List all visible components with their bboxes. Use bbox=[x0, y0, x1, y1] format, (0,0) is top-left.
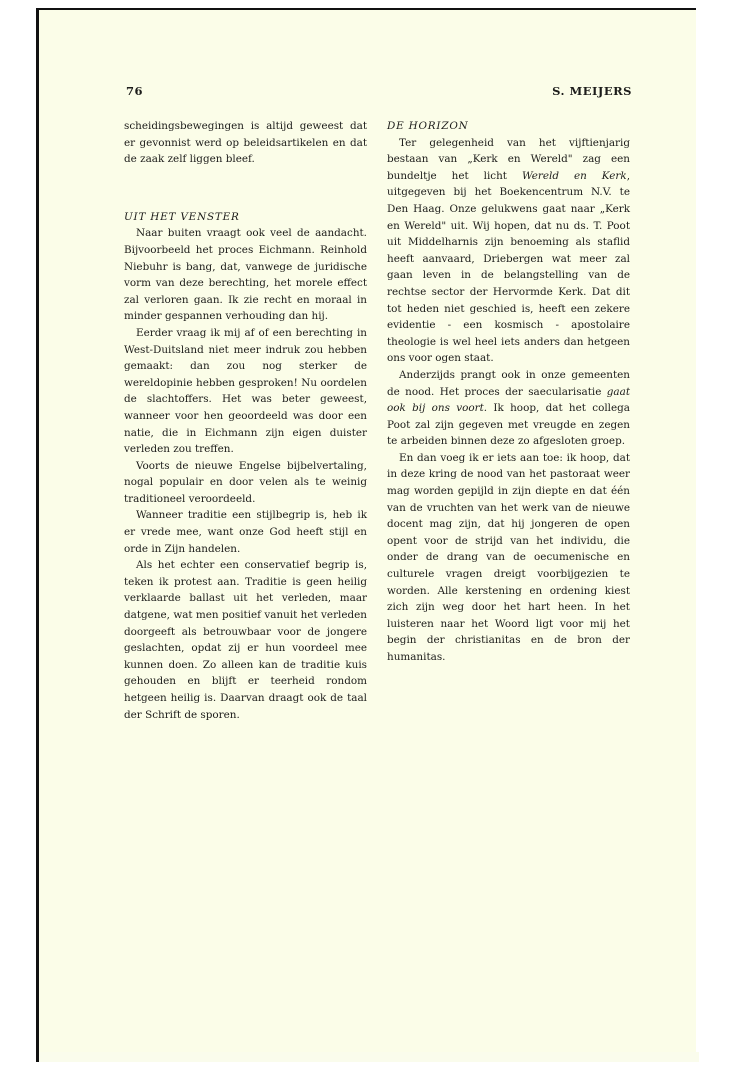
paragraph: Naar buiten vraagt ook veel de aandacht. Bijvoorbeeld het proces Eichmann. Reinhold Niebuhr is bang, dat, vanwege de juridische vorm van deze berechting, het morele effect zal verloren gaan. Ik zie recht en moraal in minder gespannen verhouding dan hij. bbox=[124, 227, 367, 323]
page-bottom-edge bbox=[39, 1052, 699, 1062]
opening-paragraph: scheidingsbewegingen is altijd geweest dat er gevonnist werd op beleidsartikelen en dat de zaak zelf liggen bleef. bbox=[124, 120, 367, 166]
running-title: S. MEIJERS bbox=[552, 84, 632, 98]
paragraph bbox=[387, 135, 630, 367]
section-spacer bbox=[124, 168, 367, 209]
left-column bbox=[124, 118, 367, 723]
paragraph-text: Ter gelegenheid van het vijftienjarig bestaan van „Kerk en Wereld" zag een bundeltje het licht bbox=[387, 136, 630, 182]
paragraph: Als het echter een conservatief begrip is, teken ik protest aan. Traditie is geen heilig verklaarde ballast uit het verleden, maar datgene, wat men positief vanuit het verleden doorgeeft als betrouwbaar voor de jongere geslachten, opdat zij er hun voordeel mee kunnen doen. Zo alleen kan de traditie kuis gehouden en blijft er teerheid rondom hetgeen heilig is. Daarvan draagt ook de taal der Schrift de sporen. bbox=[124, 559, 367, 721]
paragraph: Wanneer traditie een stijlbegrip is, heb ik er vrede mee, want onze God heeft stijl en orde in Zijn handelen. bbox=[124, 509, 367, 555]
paragraph-text: Ik hoop, dat het collega Poot zal zijn gegeven met vreugde en zegen te arbeiden binnen deze zo afgesloten groep. bbox=[387, 402, 630, 448]
paragraph: Eerder vraag ik mij af of een berechting in West-Duitsland niet meer indruk zou hebben gemaakt: dan zou nog sterker de wereldopinie hebben gesproken! Nu oordelen de slachtoffers. Het was beter geweest, wanneer voor hen geoordeeld was door een natie, die in Eichmann zijn eigen duister verleden zou treffen. bbox=[124, 326, 367, 456]
book-title: Wereld en Kerk bbox=[521, 169, 627, 182]
section-heading-uit-het-venster: UIT HET VENSTER bbox=[124, 210, 240, 223]
page-number: 76 bbox=[126, 84, 144, 98]
right-column bbox=[387, 118, 630, 666]
section-heading-de-horizon: DE HORIZON bbox=[387, 120, 469, 132]
paragraph: En dan voeg ik er iets aan toe: ik hoop, dat in deze kring de nood van het pastoraat weer mag worden gepijld in zijn diepte en dat één van de vruchten van het werk van de nieuwe docent mag zijn, dat hij jongeren de open opent voor de strijd van het individu, die onder de drang van de oecumenische en culturele vragen dreigt voorbijgezien te worden. Alle kerstening en ordening kiest zich zijn weg door het hart heen. In het luisteren naar het Woord ligt voor mij het begin der christianitas en de bron der humanitas. bbox=[387, 451, 630, 663]
page-header bbox=[126, 84, 632, 102]
paragraph-text: , uitgegeven bij het Boekencentrum N.V. te Den Haag. Onze gelukwens gaat naar „Kerk en Wereld" uit. Wij hopen, dat nu ds. T. Poot uit Middelharnis zijn benoeming als staflid heeft aanvaard, Driebergen wat meer zal gaan leven in de belangstelling van de rechtse sector der Hervormde Kerk. Dat dit tot heden niet geschied is, heeft een zekere evidentie - een kosmisch - apostolaire theologie is wel heel iets anders dan hetgeen ons voor ogen staat. bbox=[387, 169, 630, 365]
paragraph: Voorts de nieuwe Engelse bijbelvertaling, nogal populair en door velen als te weinig traditioneel veroordeeld. bbox=[124, 459, 367, 505]
paragraph bbox=[387, 367, 630, 450]
paragraph-text: Anderzijds prangt ook in onze gemeenten de nood. Het proces der saecularisatie bbox=[387, 368, 630, 398]
emphasis-text: gaat ook bij ons voort. bbox=[387, 385, 630, 415]
